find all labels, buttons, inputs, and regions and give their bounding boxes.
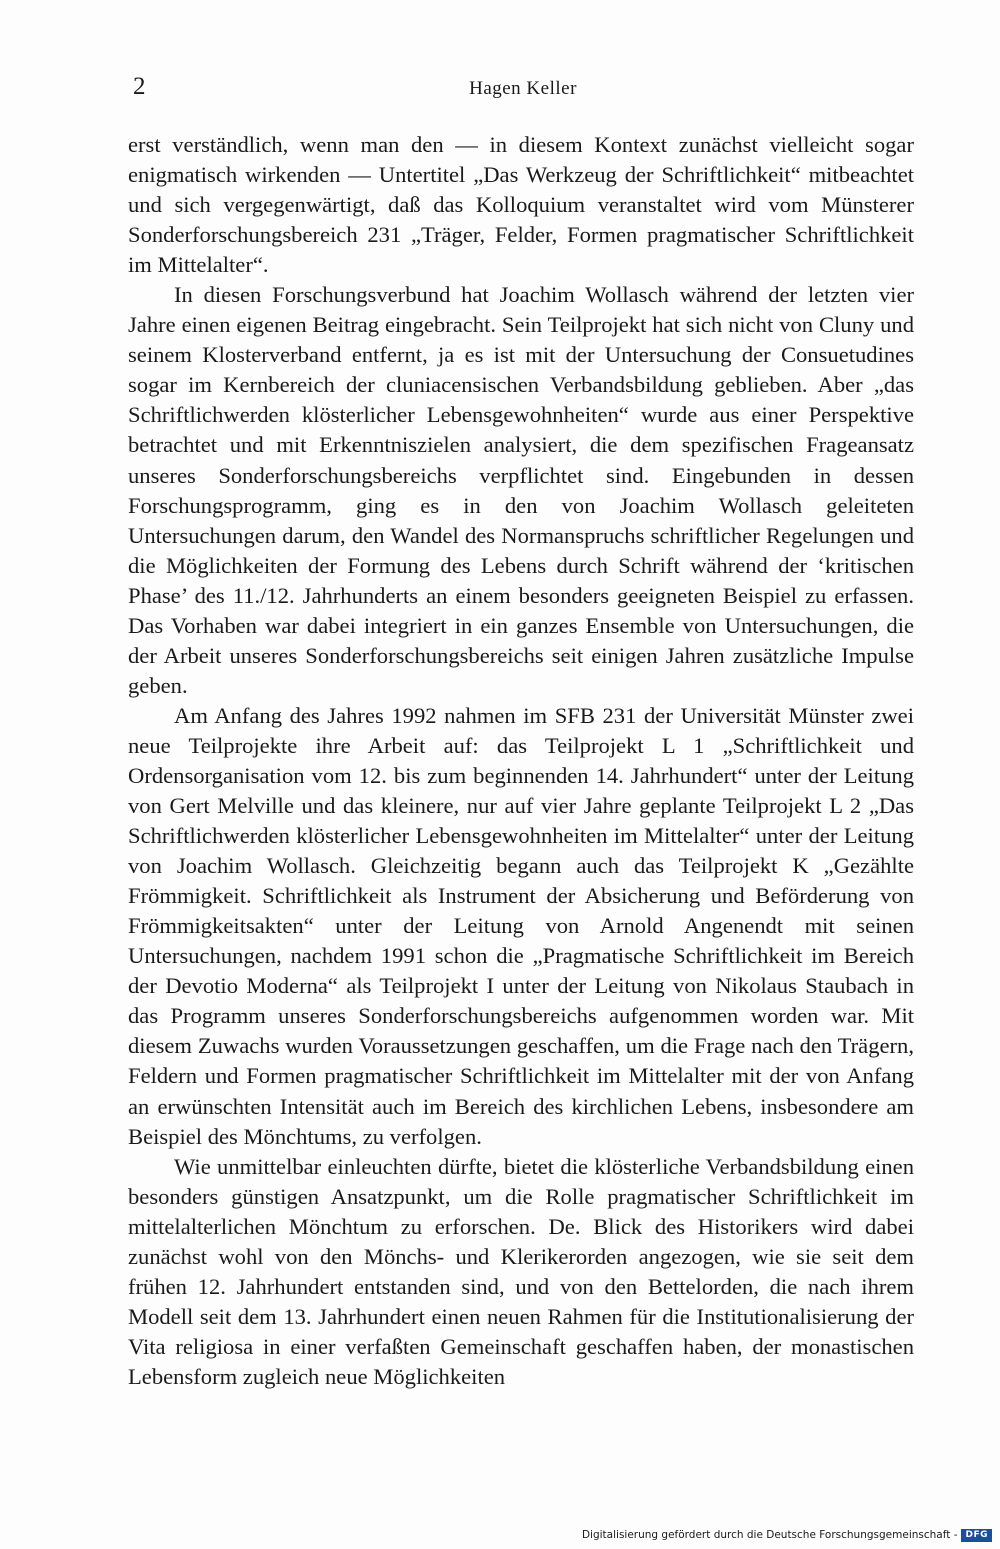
page-number: 2: [133, 73, 146, 100]
paragraph-teilprojekte-1992: Am Anfang des Jahres 1992 nahmen im SFB 231 der Universität Münster zwei neue Teilprojekte ihre Arbeit auf: das Teilprojekt L 1 „Schriftlichkeit und Ordensorganisation vom 12. bis zum beginnenden 14. Jahrhundert“ unter der Leitung von Gert Melville und das kleinere, nur auf vier Jahre geplante Teilprojekt L 2 „Das Schriftlichwerden klösterlicher Lebensgewohnheiten im Mittelalter“ unter der Leitung von Joachim Wollasch. Gleichzeitig begann auch das Teilprojekt K „Gezählte Frömmigkeit. Schriftlichkeit als Instrument der Absicherung und Beförderung von Frömmigkeitsakten“ unter der Leitung von Arnold Angenendt mit seinen Untersuchungen, nachdem 1991 schon die „Pragmatische Schriftlichkeit im Bereich der Devotio Moderna“ als Teilprojekt I unter der Leitung von Nikolaus Staubach in das Programm unseres Sonderforschungsbereichs aufgenommen worden war. Mit diesem Zuwachs wurden Voraussetzungen geschaffen, um die Frage nach den Trägern, Feldern und Formen pragmatischer Schriftlichkeit im Mittelalter mit der von Anfang an erwünschten Intensität auch im Bereich des kirchlichen Lebens, insbesondere am Beispiel des Mönchtums, zu verfolgen.: [128, 702, 914, 1149]
running-title-author: Hagen Keller: [469, 78, 577, 99]
paragraph-verbandsbildung: Wie unmittelbar einleuchten dürfte, bietet die klösterliche Verbandsbildung einen besonders günstigen Ansatzpunkt, um die Rolle pragmatischer Schriftlichkeit im mittelalterlichen Mönchtum zu erforschen. De. Blick des Historikers wird dabei zunächst wohl von den Mönchs- und Klerikerorden angezogen, wie sie seit dem frühen 12. Jahrhundert entstanden sind, und von den Bettelorden, die nach ihrem Modell seit dem 13. Jahrhundert einen neuen Rahmen für die Institutionalisierung der Vita religiosa in einer verfaßten Gemeinschaft geschaffen haben, der monastischen Lebensform zugleich neue Möglichkeiten: [128, 1153, 914, 1389]
paragraph-forschungsverbund: In diesen Forschungsverbund hat Joachim Wollasch während der letzten vier Jahre einen eigenen Beitrag eingebracht. Sein Teilprojekt hat sich nicht von Cluny und seinem Klosterverband entfernt, ja es ist mit der Untersuchung der Consuetudines sogar im Kernbereich der cluniacensischen Verbandsbildung geblieben. Aber „das Schriftlichwerden klösterlicher Lebensgewohnheiten“ wurde aus einer Perspektive betrachtet und mit Erkenntniszielen analysiert, die dem spezifischen Frageansatz unseres Sonderforschungsbereichs verpflichtet sind. Eingebunden in dessen Forschungsprogramm, ging es in den von Joachim Wollasch geleiteten Untersuchungen darum, den Wandel des Normanspruchs schriftlicher Regelungen und die Möglichkeiten der Formung des Lebens durch Schrift während der ‘kritischen Phase’ des 11./12. Jahrhunderts an einem besonders geeigneten Beispiel zu erfassen. Das Vorhaben war dabei integriert in ein ganzes Ensemble von Untersuchungen, die der Arbeit unseres Sonderforschungsbereichs seit einigen Jahren zusätzliche Impulse geben.: [128, 282, 914, 698]
dfg-logo[interactable]: DFG: [961, 1529, 992, 1542]
digitization-credit: [582, 1527, 992, 1543]
paragraph-continued: erst verständlich, wenn man den — in diesem Kontext zunächst vielleicht sogar enigmatisch wirkenden — Untertitel „Das Werkzeug der Schriftlichkeit“ mitbeachtet und sich vergegenwärtigt, daß das Kolloquium veranstaltet wird vom Münsterer Sonderforschungsbereich 231 „Träger, Felder, Formen pragmatischer Schriftlichkeit im Mittelalter“.: [128, 132, 914, 278]
credit-text: Digitalisierung gefördert durch die Deutsche Forschungsgemeinschaft -: [581, 1529, 958, 1541]
running-head: [133, 72, 913, 108]
body-text: [128, 130, 914, 1392]
